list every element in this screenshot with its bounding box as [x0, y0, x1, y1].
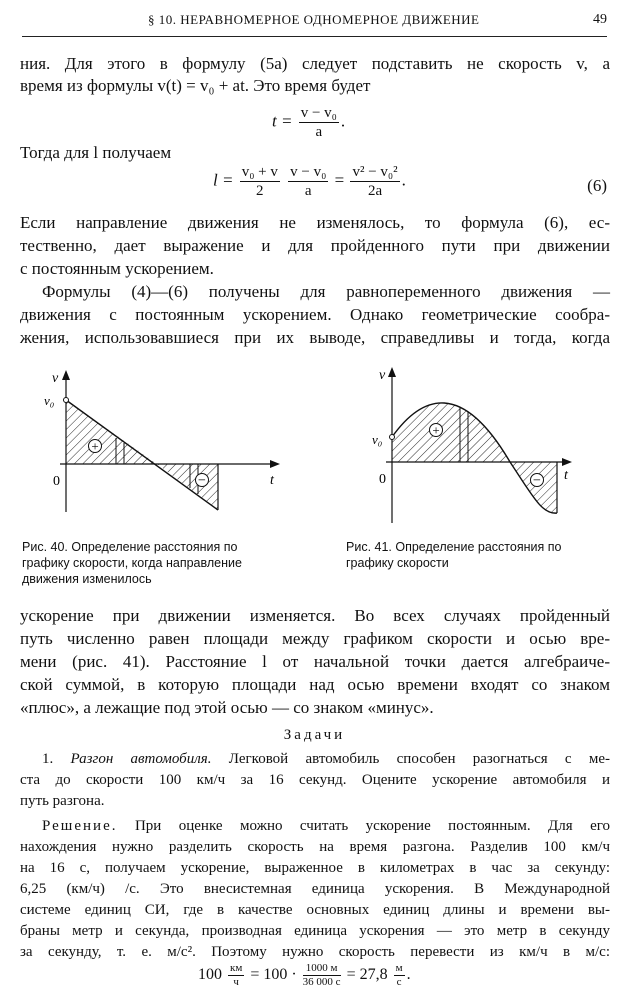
text-line: ста до скорости 100 км/ч за 16 секунд. Оцените ускорение автомобиля и — [20, 772, 610, 788]
header-rule — [22, 36, 607, 37]
text-line: «плюс», а лежащие под этой осью — со знаком «минус». — [20, 698, 434, 717]
text-line: мени (рис. 41). Расстояние l от начальной точки дается алгебраиче- — [20, 652, 610, 671]
svg-text:v: v — [52, 371, 59, 386]
solution-line: Решение. При оценке можно считать ускорение постоянным. Для его — [42, 818, 611, 834]
text-line: Если направление движения не изменялось, то формула (6), ес- — [20, 213, 610, 232]
figure-40 — [40, 362, 300, 532]
text-line: Тогда для l получаем — [20, 143, 172, 162]
section-title: Задачи — [283, 727, 346, 743]
formula-conversion: 100 $\frac{км}{ч}$ = 100 · $\frac{1000 м}{36 000 с}$ = 27,8 $\frac{м}{с}$ . — [198, 962, 411, 988]
page-number: 49 — [593, 12, 607, 27]
formula-time: t = $\frac{\text{v − v₀}}{a}$ . — [272, 105, 346, 140]
text-line: нахождения нужно разделить скорость на время разгона. Разделив 100 км/ч — [20, 839, 610, 855]
text-line: путь численно равен площади между графиком скорости и осью вре- — [20, 629, 610, 648]
svg-text:+: + — [91, 438, 99, 454]
text-line: системе единиц СИ, где в качестве основных единиц длины и времени вы- — [20, 902, 610, 918]
svg-text:0: 0 — [379, 472, 386, 487]
text-line: ускорение при движении изменяется. Во всех случаях пройденный — [20, 606, 610, 625]
figure-41 — [352, 355, 592, 535]
running-header: § 10. НЕРАВНОМЕРНОЕ ОДНОМЕРНОЕ ДВИЖЕНИЕ — [148, 12, 480, 27]
svg-text:v: v — [379, 368, 386, 383]
svg-text:−: − — [533, 473, 541, 489]
text-line: путь разгона. — [20, 793, 105, 809]
svg-text:−: − — [198, 473, 206, 489]
text-line: ния. Для этого в формулу (5а) следует подставить не скорость v, а — [20, 54, 610, 73]
figure-40-caption: Рис. 40. Определение расстояния по графику скорости, когда направление движения изменилось — [22, 540, 242, 586]
text-line: движения с постоянным ускорением. Однако геометрические сообра- — [20, 305, 610, 324]
text-line: браны метр и секунда, производная единица ускорения — это метр в секунду — [20, 923, 610, 939]
positive-area — [392, 403, 510, 462]
text-line: 6,25 (км/ч) /с. Это внесистемная единица ускорения. В Международной — [20, 881, 610, 897]
figure-41-caption: Рис. 41. Определение расстояния по графику скорости — [346, 540, 562, 570]
text-line: время из формулы v(t) = v₀ + at. Это время будет — [20, 76, 371, 95]
equation-number: (6) — [587, 176, 607, 195]
text-line: жения, использовавшиеся при их выводе, справедливы и тогда, когда — [20, 328, 610, 347]
svg-text:t: t — [564, 468, 568, 483]
text-line: на 16 с, получаем ускорение, выраженное в километрах в час за секунду: — [20, 860, 610, 876]
text-line: ской суммой, в которую площади над осью времени входят со знаком — [20, 675, 610, 694]
problem-1-line: 1. Разгон автомобиля. Легковой автомобиль способен разогнаться с ме- — [42, 751, 611, 767]
svg-text:t: t — [270, 473, 274, 488]
formula-distance: l = $\frac{\text{v₀ + v}}{2}$ $\frac{\text{v − v₀}}{a}$ = $\frac{\text{v² − v₀²}}{2a}$ . — [213, 164, 406, 199]
svg-text:+: + — [432, 422, 440, 438]
text-line: с постоянным ускорением. — [20, 259, 214, 278]
svg-text:v₀: v₀ — [44, 393, 55, 408]
svg-text:v₀: v₀ — [372, 432, 383, 447]
svg-text:0: 0 — [53, 474, 60, 489]
text-line: за секунду, т. е. м/с². Поэтому нужно скорость перевести из км/ч в м/с: — [20, 944, 610, 960]
text-line: тественно, дает выражение и для пройденного пути при движении — [20, 236, 610, 255]
text-line: Формулы (4)—(6) получены для равнопеременного движения — — [42, 282, 610, 301]
